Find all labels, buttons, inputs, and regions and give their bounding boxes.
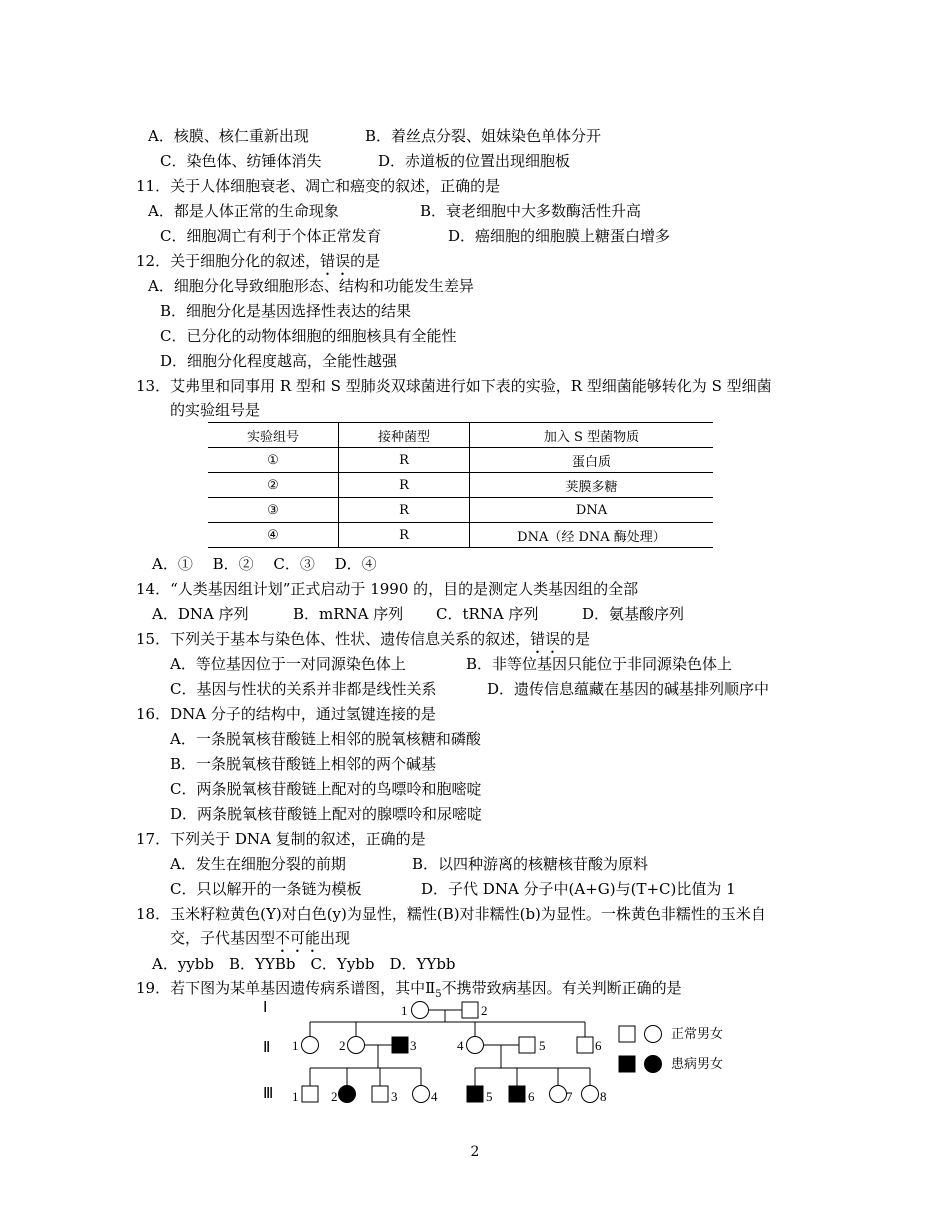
pedigree-num: 1 — [401, 1003, 408, 1018]
pedigree-chart — [255, 990, 755, 1115]
q12-option-d: D．细胞分化程度越高，全能性越强 — [160, 352, 398, 370]
table-cell: R — [339, 498, 470, 523]
table-header-group: 实验组号 — [208, 423, 339, 448]
q16-option-b: B．一条脱氧核苷酸链上相邻的两个碱基 — [170, 755, 437, 773]
pedigree-III-2-affected-female — [339, 1086, 356, 1103]
pedigree-num: 1 — [292, 1038, 299, 1053]
q12-option-c: C．已分化的动物体细胞的细胞核具有全能性 — [160, 327, 457, 345]
table-row — [208, 448, 713, 473]
q10-option-c: C．染色体、纺锤体消失 — [160, 152, 322, 170]
q10-option-b: B．着丝点分裂、姐妹染色单体分开 — [365, 127, 602, 145]
gen-label-1: Ⅰ — [263, 1000, 268, 1016]
pedigree-III-6-affected-male — [509, 1086, 525, 1102]
q12-stem — [136, 251, 380, 279]
q11-stem: 11．关于人体细胞衰老、凋亡和癌变的叙述，正确的是 — [136, 177, 501, 195]
q16-stem: 16．DNA 分子的结构中，通过氢键连接的是 — [136, 705, 436, 723]
q13-stem-line1: 13．艾弗里和同事用 R 型和 S 型肺炎双球菌进行如下表的实验，R 型细菌能够转化为 S 型细菌 — [136, 377, 772, 395]
pedigree-num: 5 — [539, 1038, 546, 1053]
q15-stem-emphasis: 错误 — [530, 630, 561, 648]
pedigree-II-4-female — [467, 1037, 484, 1054]
pedigree-num: 2 — [481, 1003, 488, 1018]
q16-option-a: A．一条脱氧核苷酸链上相邻的脱氧核糖和磷酸 — [170, 730, 481, 748]
pedigree-num: 7 — [566, 1089, 573, 1104]
pedigree-num: 3 — [391, 1089, 398, 1104]
q13-stem-line2: 的实验组号是 — [170, 401, 261, 419]
q12-stem-emphasis: 错误 — [320, 252, 351, 270]
legend-normal-male-icon — [619, 1026, 635, 1042]
q18-stem-line2 — [170, 928, 350, 956]
q12-option-b: B．细胞分化是基因选择性表达的结果 — [160, 302, 412, 320]
q17-option-b: B．以四种游离的核糖核苷酸为原料 — [412, 855, 649, 873]
pedigree-II-6-male — [577, 1037, 593, 1053]
q15-option-b: B．非等位基因只能位于非同源染色体上 — [466, 655, 733, 673]
pedigree-III-8-female — [582, 1086, 599, 1103]
page-number: 2 — [470, 1144, 480, 1160]
q18-options: A．yybb B．YYBb C．Yybb D．YYbb — [152, 955, 456, 973]
legend-normal-female-icon — [645, 1026, 662, 1043]
q15-option-d: D．遗传信息蕴藏在基因的碱基排列顺序中 — [487, 680, 770, 698]
q15-stem-pre: 15．下列关于基本与染色体、性状、遗传信息关系的叙述， — [136, 630, 531, 648]
gen-label-3: Ⅲ — [263, 1086, 274, 1102]
pedigree-II-1-female — [302, 1037, 319, 1054]
q19-stem-post: 不携带致病基因。有关判断正确的是 — [441, 979, 682, 997]
pedigree-num: 5 — [486, 1089, 493, 1104]
pedigree-II-2-female — [348, 1037, 365, 1054]
q10-option-d: D．赤道板的位置出现细胞板 — [378, 152, 571, 170]
q11-option-b: B．衰老细胞中大多数酶活性升高 — [420, 202, 642, 220]
pedigree-num: 3 — [410, 1038, 417, 1053]
table-cell: ③ — [208, 498, 339, 523]
q15-stem — [136, 629, 590, 657]
pedigree-III-5-affected-male — [467, 1086, 483, 1102]
table-cell: ① — [208, 448, 339, 473]
legend-normal-label: 正常男女 — [671, 1026, 724, 1041]
pedigree-III-3-male — [372, 1086, 388, 1102]
q12-stem-pre: 12．关于细胞分化的叙述， — [136, 252, 321, 270]
q12-option-a: A．细胞分化导致细胞形态、结构和功能发生差异 — [148, 277, 474, 295]
q18-stem-post: 出现 — [320, 929, 351, 947]
legend-affected-female-icon — [645, 1056, 662, 1073]
q15-option-c: C．基因与性状的关系并非都是线性关系 — [170, 680, 437, 698]
legend-affected-male-icon — [619, 1056, 635, 1072]
pedigree-II-5-male — [519, 1037, 535, 1053]
q16-option-d: D．两条脱氧核苷酸链上配对的腺嘌呤和尿嘧啶 — [170, 805, 483, 823]
q17-option-d: D．子代 DNA 分子中(A+G)与(T+C)比值为 1 — [421, 880, 736, 898]
table-header-substance: 加入 S 型菌物质 — [470, 423, 714, 448]
table-row — [208, 498, 713, 523]
q14-stem: 14．“人类基因组计划”正式启动于 1990 的，目的是测定人类基因组的全部 — [136, 580, 639, 598]
q18-stem-pre: 交，子代基因型 — [170, 929, 276, 947]
pedigree-num: 6 — [595, 1038, 602, 1053]
pedigree-I-2-male — [462, 1002, 478, 1018]
q11-option-d: D．癌细胞的细胞膜上糖蛋白增多 — [448, 227, 671, 245]
pedigree-III-1-male — [302, 1086, 318, 1102]
q16-option-c: C．两条脱氧核苷酸链上配对的鸟嘌呤和胞嘧啶 — [170, 780, 482, 798]
q14-option-d: D．氨基酸序列 — [582, 605, 685, 623]
q11-option-a: A．都是人体正常的生命现象 — [148, 202, 339, 220]
q15-stem-post: 的是 — [560, 630, 591, 648]
table-cell: R — [339, 523, 470, 548]
table-row — [208, 473, 713, 498]
q18-stem-emphasis: 不可能 — [275, 929, 321, 947]
table-cell: DNA（经 DNA 酶处理） — [470, 523, 714, 548]
q19-stem-subscript: 5 — [435, 989, 442, 1000]
pedigree-num: 4 — [431, 1089, 438, 1104]
table-cell: R — [339, 448, 470, 473]
pedigree-num: 4 — [457, 1038, 464, 1053]
table-cell: R — [339, 473, 470, 498]
table-header-strain: 接种菌型 — [339, 423, 470, 448]
pedigree-II-3-affected-male — [392, 1037, 408, 1053]
pedigree-num: 1 — [292, 1089, 299, 1104]
table-cell: ② — [208, 473, 339, 498]
q10-option-a: A．核膜、核仁重新出现 — [148, 127, 309, 145]
q13-experiment-table — [208, 422, 713, 548]
pedigree-num: 6 — [528, 1089, 535, 1104]
q19-stem-pre: 19．若下图为某单基因遗传病系谱图，其中Ⅱ — [136, 979, 436, 997]
q14-option-a: A．DNA 序列 — [152, 605, 249, 623]
q18-stem-line1: 18．玉米籽粒黄色(Y)对白色(y)为显性，糯性(B)对非糯性(b)为显性。一株黄色非糯性的玉米自 — [136, 905, 766, 923]
q17-stem: 17．下列关于 DNA 复制的叙述，正确的是 — [136, 830, 426, 848]
pedigree-num: 8 — [600, 1089, 607, 1104]
table-header-row — [208, 423, 713, 448]
table-cell: DNA — [470, 498, 714, 523]
table-cell: ④ — [208, 523, 339, 548]
pedigree-I-1-female — [412, 1002, 429, 1019]
q15-option-a: A．等位基因位于一对同源染色体上 — [170, 655, 406, 673]
q14-option-b: B．mRNA 序列 — [293, 605, 404, 623]
q13-options: A．① B．② C．③ D．④ — [152, 555, 377, 573]
q14-option-c: C．tRNA 序列 — [436, 605, 539, 623]
q12-stem-post: 的是 — [350, 252, 381, 270]
table-cell: 荚膜多糖 — [470, 473, 714, 498]
pedigree-num: 2 — [331, 1089, 338, 1104]
gen-label-2: Ⅱ — [263, 1040, 271, 1056]
pedigree-num: 2 — [339, 1038, 346, 1053]
q17-option-a: A．发生在细胞分裂的前期 — [170, 855, 346, 873]
pedigree-III-4-female — [413, 1086, 430, 1103]
legend-affected-label: 患病男女 — [671, 1056, 724, 1071]
table-cell: 蛋白质 — [470, 448, 714, 473]
q11-option-c: C．细胞凋亡有利于个体正常发育 — [160, 227, 382, 245]
q17-option-c: C．只以解开的一条链为模板 — [170, 880, 362, 898]
table-row — [208, 523, 713, 548]
pedigree-III-7-female — [550, 1086, 567, 1103]
